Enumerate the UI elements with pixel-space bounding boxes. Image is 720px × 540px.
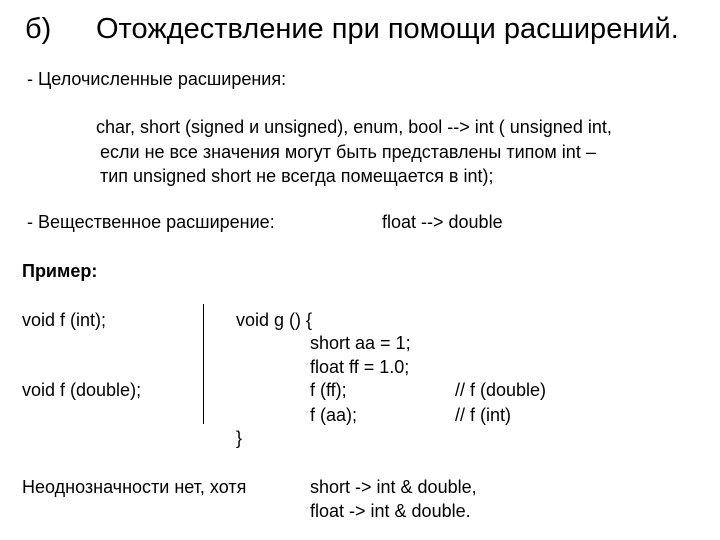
- code-line-4: f (ff);: [310, 380, 347, 400]
- code-comment-1: // f (double): [455, 380, 547, 400]
- heading-marker: б): [25, 13, 52, 45]
- code-line-3: float ff = 1.0;: [310, 357, 410, 377]
- conclusion-line-1: short -> int & double,: [310, 477, 477, 497]
- integer-extensions-label: - Целочисленные расширения:: [27, 69, 287, 89]
- code-line-2: short aa = 1;: [310, 333, 411, 353]
- example-label: Пример:: [22, 261, 98, 281]
- code-line-1: void g () {: [236, 310, 313, 330]
- conclusion-line-2: float -> int & double.: [310, 501, 471, 521]
- decl-f-int: void f (int);: [22, 310, 107, 330]
- code-line-6: }: [236, 428, 243, 448]
- integer-extensions-line-3: тип unsigned short не всегда помещается в int);: [100, 166, 494, 186]
- float-extension-label: - Вещественное расширение:: [27, 212, 275, 232]
- integer-extensions-line-2: если не все значения могут быть представлены типом int –: [100, 142, 596, 162]
- page-title: Отождествление при помощи расширений.: [96, 13, 679, 45]
- decl-f-double: void f (double);: [22, 380, 142, 400]
- integer-extensions-line-1: char, short (signed и unsigned), enum, bool --> int ( unsigned int,: [96, 117, 612, 137]
- divider-line: [203, 304, 204, 424]
- code-comment-2: // f (int): [455, 405, 512, 425]
- code-line-5: f (aa);: [310, 405, 358, 425]
- conclusion-label: Неоднозначности нет, хотя: [22, 477, 247, 497]
- float-extension-value: float --> double: [382, 212, 503, 232]
